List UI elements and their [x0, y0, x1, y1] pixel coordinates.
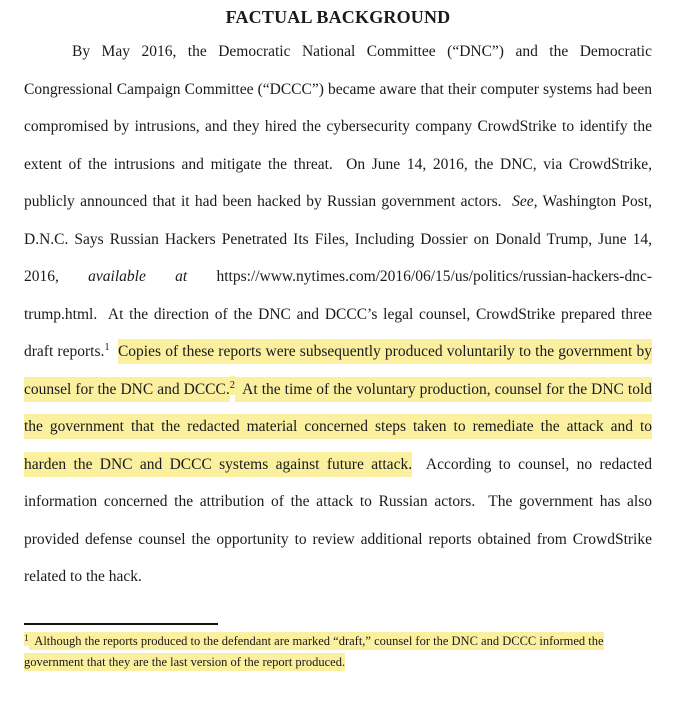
page-title: FACTUAL BACKGROUND — [225, 7, 451, 27]
highlighted-production-text: Copies of these reports were subsequently produced voluntarily to the government by counsel for the DNC and DCCC. — [24, 339, 652, 402]
available-at-signal: available at — [88, 268, 188, 285]
article-url-text: https://www.nytimes.com/2016/06/15/us/politics/russian-hackers-dnc-trump.html. — [24, 268, 652, 323]
closing-text: According to counsel, no redacted information concerned the attribution of the attack to Russian actors. The government has also provided defense counsel the opportunity to review additional reports obtained from CrowdStrike related to the hack. — [24, 455, 652, 585]
footnote-1-number: 1 — [24, 633, 29, 644]
see-citation-signal: See, — [512, 193, 538, 210]
segment-gap — [110, 343, 118, 360]
footnote-separator — [24, 623, 218, 625]
footnote-1-reference: 1 — [104, 342, 110, 353]
highlighted-redaction-text: At the time of the voluntary production, counsel for the DNC told the government that the redacted material concerned steps taken to remediate the attack and to harden the DNC and DCCC systems against future attack. — [24, 377, 652, 477]
body-paragraph — [24, 33, 652, 596]
article-citation: Washington Post, D.N.C. Says Russian Hackers Penetrated Its Files, Including Dossier on Donald Trump, June 14, 2016, — [24, 193, 653, 285]
intro-text: By May 2016, the Democratic National Committee (“DNC”) and the Democratic Congressional Campaign Committee (“DCCC”) became aware that their computer systems had been compromised by intrusions, and they hired the cybersecurity company CrowdStrike to identify the extent of the intrusions and mitigate the threat. On June 14, 2016, the DNC, via CrowdStrike, publicly announced that it had been hacked by Russian government actors. — [24, 43, 652, 210]
counsel-direction-text: At the direction of the DNC and DCCC’s legal counsel, CrowdStrike prepared three draft reports. — [24, 305, 653, 360]
footnote — [24, 631, 652, 674]
footnote-2-reference: 2 — [230, 376, 235, 395]
footnote-1-text: Although the reports produced to the defendant are marked “draft,” counsel for the DNC and DCCC informed the government that they are the last version of the report produced. — [24, 633, 604, 669]
